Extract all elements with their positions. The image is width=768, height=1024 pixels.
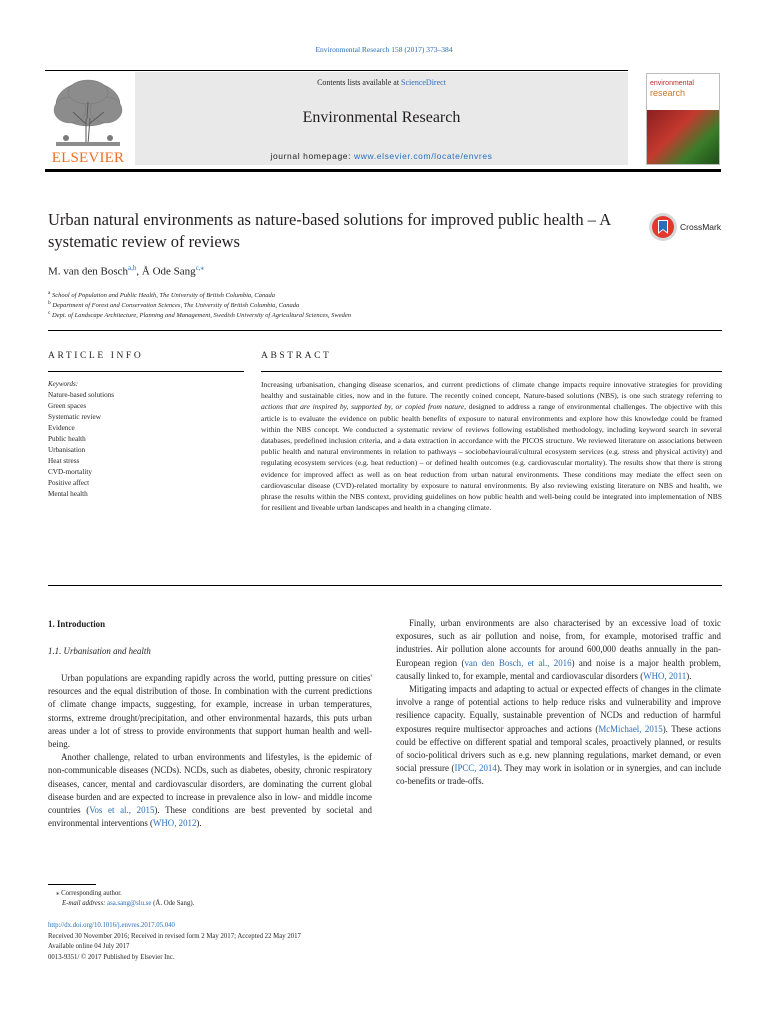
author-affiliation-marker[interactable]: a,b xyxy=(128,264,137,272)
paragraph-text: ). These actions could be effective on different spatial and temporal scales, proactively planned, or results of socio-political drivers such as e.g. new planning regulations, market demand, or even social pressure ( xyxy=(396,723,722,774)
affiliation-text: School of Population and Public Health, The University of British Columbia, Canada xyxy=(52,292,276,300)
keyword-item: Urbanisation xyxy=(48,446,86,454)
author-separator: , xyxy=(136,265,142,278)
crossmark-icon xyxy=(648,212,678,242)
header-top-rule xyxy=(45,70,628,71)
affiliation-marker: a xyxy=(48,290,51,296)
title-block-divider xyxy=(48,330,722,331)
doi-line xyxy=(48,922,175,929)
paragraph-text: Another challenge, related to urban environments and lifestyles, is the epidemic of non-communicable diseases (NCDs). NCDs, such as diabetes, obesity, chronic respiratory diseases, cancer, mental and cardiovascular disorders, are dominating the current global disease burden and are expected to increase in prevalence also in low- and middle income countries ( xyxy=(48,752,372,816)
affiliation-marker: c xyxy=(48,310,51,316)
paragraph xyxy=(48,751,372,830)
subsection-heading: 1.1. Urbanisation and health xyxy=(48,646,151,656)
article-title: Urban natural environments as nature-based solutions for improved public health – A systematic review of reviews xyxy=(48,210,611,251)
keyword-item: Mental health xyxy=(48,490,88,498)
right-column-text xyxy=(396,617,721,789)
publisher-wordmark: ELSEVIER xyxy=(51,150,125,166)
abstract-rule xyxy=(261,371,722,372)
article-info-heading: ARTICLE INFO xyxy=(48,351,144,361)
keyword-item: Public health xyxy=(48,435,86,443)
paragraph-text: ). xyxy=(196,818,202,829)
cover-title-line2: research xyxy=(650,88,686,98)
email-note xyxy=(62,900,194,907)
abstract-italic-definition: actions that are inspired by, supported by, or copied from nature xyxy=(261,402,465,412)
affiliation-c xyxy=(48,310,351,319)
journal-homepage-link[interactable]: www.elsevier.com/locate/envres xyxy=(354,151,493,161)
cover-title-area xyxy=(647,74,719,110)
journal-homepage-line xyxy=(135,151,628,161)
abstract-text-part: , designed to address a range of environmental challenges. The objective with this article is to evaluate the evidence on public health benefits of exposure to natural environments and explore how this knowledge could be framed within the NBS concept. We conducted a systematic review of reviews following established methodology, including keyword search in several databases, predefined inclusion criteria, and a data extraction in accordance with the PICOS structure. We reviewed literature on associations between public health and natural environments in relation to pathways – sociobehavioural/cultural ecosystem services (e.g. stress and physical activity) and regulating ecosystem services (e.g. heat reduction) – or defined health outcomes (e.g. cardiovascular mortality). The results show that there is strong evidence for improved affect as well as on heat reduction from urban natural environments. These conditions may mediate the effect seen on cardiovascular disease (CVD)-related mortality by exposure to natural environments. By also reviewing existing literature on NBS and health, we phrase the results within the NBS context, providing guidelines on how public health and well-being could be integrated into implementation of NBS for resilient and liveable urban landscapes and health in a changing climate. xyxy=(261,402,722,513)
journal-cover-thumbnail[interactable] xyxy=(646,73,720,165)
available-online-date: Available online 04 July 2017 xyxy=(48,943,130,950)
sciencedirect-link[interactable]: ScienceDirect xyxy=(401,78,446,87)
left-column-text xyxy=(48,672,372,830)
header-bottom-rule xyxy=(45,169,721,172)
keyword-item: Nature-based solutions xyxy=(48,391,115,399)
cover-image xyxy=(647,110,719,164)
author-name[interactable]: Å Ode Sang xyxy=(141,265,196,278)
keyword-item: CVD-mortality xyxy=(48,468,92,476)
doi-link[interactable]: http://dx.doi.org/10.1016/j.envres.2017.05.040 xyxy=(48,922,175,929)
affiliation-a xyxy=(48,290,275,299)
footnote-rule xyxy=(48,884,96,885)
affiliation-text: Department of Forest and Conservation Sciences, The University of British Columbia, Canada xyxy=(52,302,300,310)
paragraph-text: ). These conditions are best prevented by societal and environmental interventions ( xyxy=(48,805,372,829)
cover-title-line1: environmental xyxy=(650,80,694,87)
paragraph-text: Finally, urban environments are also characterised by an excessive load of toxic exposures, such as air pollution and noise, from, for example, motorised traffic and industries. Air pollution alone accounts for around 600,000 deaths annually in the pan-European region ( xyxy=(396,618,721,668)
corresponding-author-note: ⁎ Corresponding author. xyxy=(56,890,122,897)
abstract-text xyxy=(261,379,722,513)
article-info-rule xyxy=(48,371,244,372)
reference-link[interactable]: IPCC, 2014 xyxy=(454,763,497,774)
keyword-item: Positive affect xyxy=(48,479,90,487)
affiliation-b xyxy=(48,300,299,309)
reference-link[interactable]: Vos et al., 2015 xyxy=(89,805,155,816)
abstract-heading: ABSTRACT xyxy=(261,351,332,361)
copyright-line: 0013-9351/ © 2017 Published by Elsevier Inc. xyxy=(48,954,175,961)
paragraph xyxy=(396,617,721,683)
contents-prefix: Contents lists available at xyxy=(317,78,402,87)
author-list xyxy=(48,264,204,278)
author-affiliation-marker[interactable]: c,⁎ xyxy=(195,264,205,272)
abstract-text-part: Increasing urbanisation, changing disease scenarios, and current predictions of climate change impacts require innovative strategies for providing healthy and sustainable cities, now and in the future. The recently coined concept, Nature-based solutions (NBS), is one such strategy referring to xyxy=(261,380,722,401)
crossmark-label: CrossMark xyxy=(680,222,722,232)
email-label: E-mail address: xyxy=(62,900,108,907)
email-suffix: (Å. Ode Sang). xyxy=(151,900,195,907)
keyword-item: Systematic review xyxy=(48,413,101,421)
keyword-item: Heat stress xyxy=(48,457,80,465)
journal-name: Environmental Research xyxy=(302,109,461,126)
reference-link[interactable]: van den Bosch, et al., 2016 xyxy=(464,657,572,668)
reference-link[interactable]: WHO, 2012 xyxy=(153,818,197,829)
paragraph xyxy=(396,683,721,789)
contents-available-line xyxy=(135,78,628,87)
author-name[interactable]: M. van den Bosch xyxy=(48,265,129,278)
abstract-bottom-rule xyxy=(48,585,722,586)
email-link[interactable]: asa.sang@slu.se xyxy=(107,900,152,907)
received-dates: Received 30 November 2016; Received in revised form 2 May 2017; Accepted 22 May 2017 xyxy=(48,933,301,940)
reference-link[interactable]: McMichael, 2015 xyxy=(598,723,663,734)
keyword-item: Evidence xyxy=(48,424,75,432)
paragraph-text: Mitigating impacts and adapting to actual or expected effects of changes in the climate involve a range of potential actions to help reduce risks and vulnerability and improve resilience capacity. Equally, sustainable prevention of NCDs and reduction of harmful exposures require multisector approaches and actions ( xyxy=(396,684,721,734)
section-heading-introduction: 1. Introduction xyxy=(48,619,106,629)
affiliation-marker: b xyxy=(48,300,51,306)
keyword-item: Green spaces xyxy=(48,402,87,410)
keywords-label: Keywords: xyxy=(48,380,79,388)
homepage-prefix: journal homepage: xyxy=(270,151,355,161)
affiliation-text: Dept. of Landscape Architecture, Planning and Management, Swedish University of Agricultural Sciences, Sweden xyxy=(52,312,351,320)
paragraph-text: ) and noise is a major health problem, causally linked to, for example, mental and cardiovascular disorders ( xyxy=(396,657,721,681)
paragraph-text: ). xyxy=(686,670,692,681)
crossmark-badge[interactable] xyxy=(648,212,728,242)
reference-link[interactable]: WHO, 2011 xyxy=(643,670,687,681)
paragraph: Urban populations are expanding rapidly across the world, putting pressure on cities' resources and the equal distribution of those. In combination with the current predictions of climate change impacts, suggesting, for example, increase in urban temperatures, storms, extreme drought/precipitation, and other environmental hazards, this puts urban areas under a lot of stress to provide environments that support human health and well-being. xyxy=(48,673,372,750)
paragraph-text: ). They may work in isolation or in synergies, and can include co-benefits or trade-offs. xyxy=(396,763,722,787)
journal-citation[interactable]: Environmental Research 158 (2017) 373–384 xyxy=(315,45,453,54)
